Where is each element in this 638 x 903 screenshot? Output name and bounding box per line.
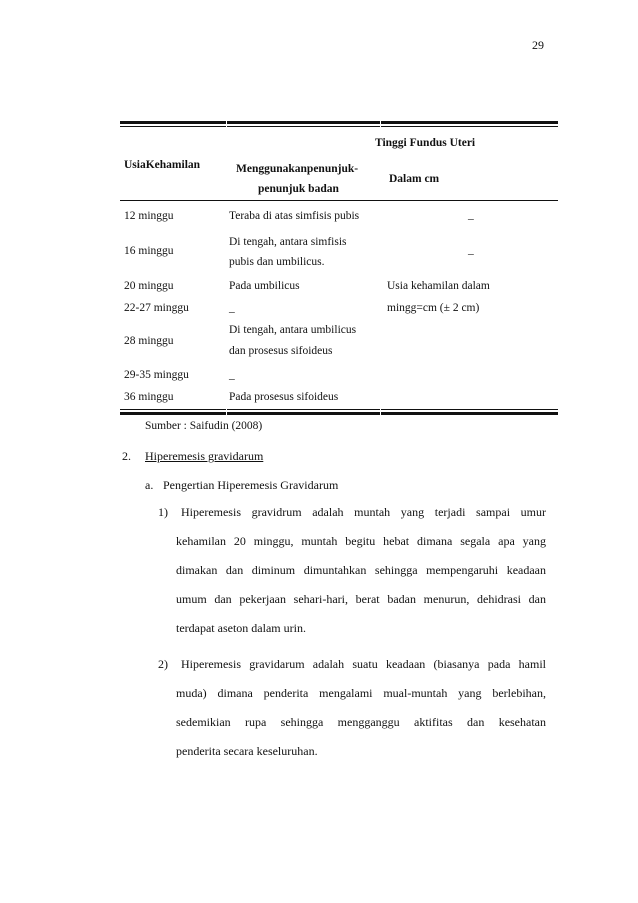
page-number: 29 [532, 38, 544, 52]
table-cell-age: 20 minggu [124, 280, 174, 292]
table-cell-marker: Pada umbilicus [229, 280, 300, 292]
table-cell-age: 22-27 minggu [124, 302, 189, 314]
table-header-rule [120, 200, 558, 201]
paragraph-line: muda) dimana penderita mengalami mual-muntah yang berlebihan, [176, 686, 546, 700]
table-cell-age: 28 minggu [124, 335, 174, 347]
rule-gap [226, 121, 227, 127]
rule-gap [380, 409, 381, 415]
table-top-rule-inner [120, 126, 558, 127]
section-number: 2. [122, 449, 131, 463]
table-cell-marker: dan prosesus sifoideus [229, 345, 333, 357]
subsection-title: Pengertian Hiperemesis Gravidarum [163, 478, 339, 492]
table-cell-marker: Pada prosesus sifoideus [229, 391, 339, 403]
table-cell-marker: _ [229, 302, 235, 314]
paragraph-line: dimakan dan diminum dimuntahkan sehingga mempengaruhi keadaan [176, 563, 546, 577]
table-cell-marker: Di tengah, antara simfisis [229, 236, 347, 248]
rule-gap [380, 121, 381, 127]
paragraph-line: sedemikian rupa sehingga mengganggu aktifitas dan kesehatan [176, 715, 546, 729]
table-cell-cm: mingg=cm (± 2 cm) [387, 302, 480, 314]
paragraph-line: Hiperemesis gravidarum adalah suatu keadaan (biasanya pada hamil [181, 657, 546, 671]
paragraph-line: Hiperemesis gravidrum adalah muntah yang terjadi sampai umur [181, 505, 546, 519]
list-item-label: 1) [158, 505, 168, 519]
table-header-age: UsiaKehamilan [124, 159, 201, 171]
table-header-marker-line1: Menggunakanpenunjuk- [236, 163, 359, 175]
list-item-label: 2) [158, 657, 168, 671]
table-header-group: Tinggi Fundus Uteri [375, 137, 476, 149]
table-cell-age: 36 minggu [124, 391, 174, 403]
table-cell-marker: Teraba di atas simfisis pubis [229, 210, 360, 222]
paragraph-line: penderita secara keseluruhan. [176, 744, 318, 758]
section-title: Hiperemesis gravidarum [145, 449, 264, 463]
table-bottom-rule [120, 412, 558, 415]
table-cell-cm: _ [468, 209, 474, 221]
table-header-marker-line2: penunjuk badan [258, 183, 339, 195]
paragraph-line: umum dan pekerjaan sehari-hari, berat badan menurun, dehidrasi dan [176, 592, 546, 606]
table-cell-cm: _ [468, 244, 474, 256]
table-cell-marker: pubis dan umbilicus. [229, 256, 325, 268]
paragraph-line: terdapat aseton dalam urin. [176, 621, 306, 635]
table-cell-age: 16 minggu [124, 245, 174, 257]
table-cell-marker: _ [229, 369, 235, 381]
table-source: Sumber : Saifudin (2008) [145, 420, 263, 432]
table-cell-marker: Di tengah, antara umbilicus [229, 324, 357, 336]
table-top-rule [120, 121, 558, 124]
table-header-cm: Dalam cm [389, 173, 440, 185]
table-cell-cm: Usia kehamilan dalam [387, 280, 490, 292]
table-cell-age: 12 minggu [124, 210, 174, 222]
paragraph-line: kehamilan 20 minggu, muntah begitu hebat dimana segala apa yang [176, 534, 546, 548]
table-bottom-rule-inner [120, 409, 558, 410]
table-cell-age: 29-35 minggu [124, 369, 189, 381]
rule-gap [226, 409, 227, 415]
subsection-label: a. [145, 478, 154, 492]
